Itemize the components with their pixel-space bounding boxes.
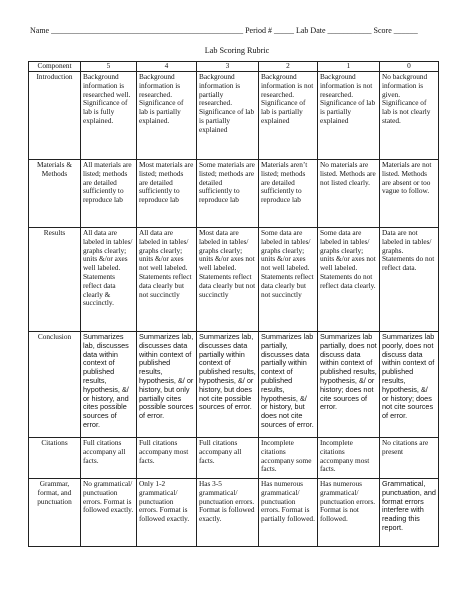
header-row bbox=[29, 62, 439, 72]
table-cell: No background information is given. Significance of lab is not clearly stated. bbox=[380, 72, 439, 160]
table-cell: No materials are listed. Methods are not listed clearly. bbox=[318, 160, 380, 228]
table-cell: Background information is not researched. Significance of lab is partially explained bbox=[259, 72, 318, 160]
table-cell: Summarizes lab partially, does not discuss data within context of published results, hypothesis, &/ or history; does not cite sources of error. bbox=[318, 332, 380, 438]
component-label: Results bbox=[29, 228, 81, 332]
table-cell: Has numerous grammatical/ punctuation errors. Format is not followed. bbox=[318, 479, 380, 547]
table-cell: All materials are listed; methods are detailed sufficiently to reproduce lab bbox=[81, 160, 137, 228]
table-cell: Has numerous grammatical/ punctuation errors. Format is partially followed. bbox=[259, 479, 318, 547]
page-title: Lab Scoring Rubric bbox=[204, 46, 270, 55]
table-cell: Background information is not researched. Significance of lab is partially explained bbox=[318, 72, 380, 160]
table-cell: Background information is researched. Significance of lab is partially explained. bbox=[137, 72, 197, 160]
table-row-grammar bbox=[29, 479, 439, 547]
table-cell: Summarizes lab, discusses data partially within context of published results, hypothesis, &/ or history, but does not cite possible sources of error. bbox=[197, 332, 259, 438]
table-cell: Materials are not listed. Methods are absent or too vague to follow. bbox=[380, 160, 439, 228]
table-cell: Only 1-2 grammatical/ punctuation errors. Format is followed exactly. bbox=[137, 479, 197, 547]
table-cell: No citations are present bbox=[380, 438, 439, 479]
table-cell: Has 3-5 grammatical/ punctuation errors. Format is followed exactly. bbox=[197, 479, 259, 547]
table-cell: Some data are labeled in tables/ graphs clearly; units &/or axes not well labeled. Statements do not reflect data clearly. bbox=[318, 228, 380, 332]
table-cell: Most data are labeled in tables/ graphs clearly; units &/or axes not well labeled. Statements reflect data clearly but not succinctly bbox=[197, 228, 259, 332]
rubric-table bbox=[28, 61, 439, 547]
table-cell: Full citations accompany all facts. bbox=[197, 438, 259, 479]
table-cell: Summarizes lab poorly, does not discuss data within context of published results, hypothesis, &/ or history; does not cite sources of error. bbox=[380, 332, 439, 438]
component-label: Conclusion bbox=[29, 332, 81, 438]
column-header-score-5: 5 bbox=[81, 62, 137, 72]
table-cell: Background information is partially researched. Significance of lab is partially explained bbox=[197, 72, 259, 160]
table-row-materials-methods bbox=[29, 160, 439, 228]
table-cell: All data are labeled in tables/ graphs clearly; units &/or axes not well labeled. Statements reflect data clearly but not succinctly bbox=[137, 228, 197, 332]
table-cell: Materials aren’t listed; methods are detailed sufficiently to reproduce lab bbox=[259, 160, 318, 228]
table-cell: Summarizes lab, discusses data within context of published results, hypothesis, &/ or history, but only partially cites possible sources of error. bbox=[137, 332, 197, 438]
table-row-introduction bbox=[29, 72, 439, 160]
table-cell: Background information is researched well. Significance of lab is fully explained. bbox=[81, 72, 137, 160]
column-header-score-0: 0 bbox=[380, 62, 439, 72]
table-row-citations bbox=[29, 438, 439, 479]
table-cell: Data are not labeled in tables/ graphs. Statements do not reflect data. bbox=[380, 228, 439, 332]
component-label: Grammar, format, and punctuation bbox=[29, 479, 81, 547]
component-label: Introduction bbox=[29, 72, 81, 160]
component-label: Citations bbox=[29, 438, 81, 479]
table-cell: Most materials are listed; methods are detailed sufficiently to reproduce lab bbox=[137, 160, 197, 228]
table-cell: Grammatical, punctuation, and format errors interfere with reading this report. bbox=[380, 479, 439, 547]
table-cell: All data are labeled in tables/ graphs clearly; units &/or axes well labeled. Statements reflect data clearly & succinctly. bbox=[81, 228, 137, 332]
column-header-score-4: 4 bbox=[137, 62, 197, 72]
column-header-score-1: 1 bbox=[318, 62, 380, 72]
table-cell: Some materials are listed; methods are detailed sufficiently to reproduce lab bbox=[197, 160, 259, 228]
table-cell: Incomplete citations accompany most facts. bbox=[318, 438, 380, 479]
table-cell: Some data are labeled in tables/ graphs clearly; units &/or axes not well labeled. Statements reflect data clearly but not succinctly bbox=[259, 228, 318, 332]
table-row-results bbox=[29, 228, 439, 332]
column-header-component: Component bbox=[29, 62, 81, 72]
table-cell: Full citations accompany all facts. bbox=[81, 438, 137, 479]
table-cell: Incomplete citations accompany some facts. bbox=[259, 438, 318, 479]
table-row-conclusion bbox=[29, 332, 439, 438]
table-cell: Summarizes lab, discusses data within context of published results, hypothesis, &/ or history, and cites possible sources of error. bbox=[81, 332, 137, 438]
student-info-line: Name ________________________________________________ Period # _____ Lab Date ___________ Score ______ bbox=[30, 26, 418, 35]
table-cell: Full citations accompany most facts. bbox=[137, 438, 197, 479]
column-header-score-3: 3 bbox=[197, 62, 259, 72]
component-label: Materials & Methods bbox=[29, 160, 81, 228]
column-header-score-2: 2 bbox=[259, 62, 318, 72]
table-cell: No grammatical/ punctuation errors. Format is followed exactly. bbox=[81, 479, 137, 547]
table-cell: Summarizes lab partially, discusses data partially within context of published results, hypothesis, &/ or history, but does not cite sources of error. bbox=[259, 332, 318, 438]
